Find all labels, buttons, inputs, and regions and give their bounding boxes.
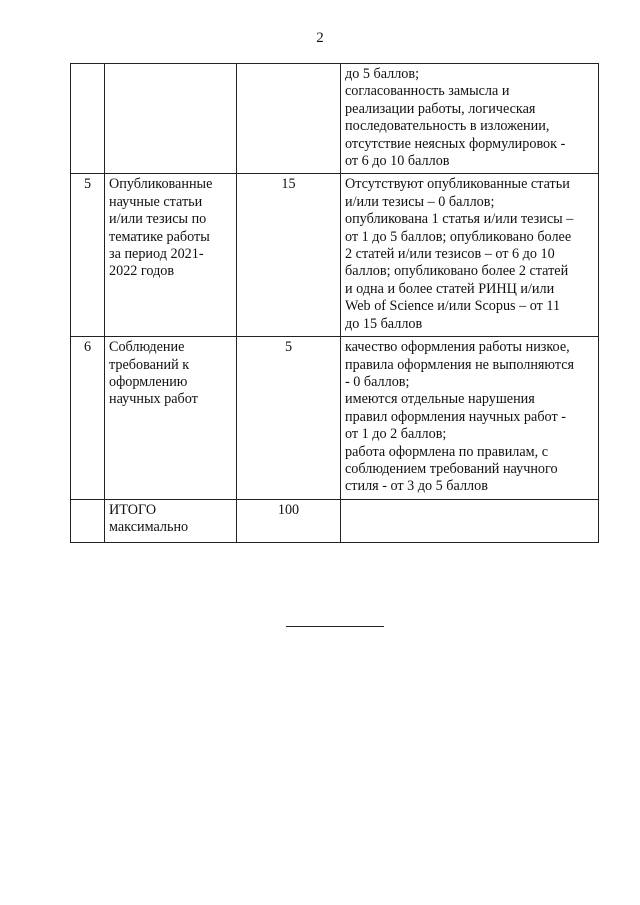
name-line: оформлению <box>109 373 188 390</box>
description-line: и одна и более статей РИНЦ и/или <box>345 280 555 297</box>
name-line: тематике работы <box>109 228 210 245</box>
name-line: 2022 годов <box>109 263 175 280</box>
description-line: стиля - от 3 до 5 баллов <box>345 478 488 495</box>
description-line: от 6 до 10 баллов <box>345 153 450 170</box>
table-row <box>71 64 599 174</box>
description-line: 2 статей и/или тезисов – от 6 до 10 <box>345 246 555 263</box>
description-line: Web of Science и/или Scopus – от 11 <box>345 298 561 315</box>
total-label-line: максимально <box>109 519 189 536</box>
description-line: согласованность замысла и <box>345 83 510 100</box>
total-score: 100 <box>237 499 341 542</box>
criterion-name <box>105 337 237 500</box>
name-line: научные статьи <box>109 193 203 210</box>
criterion-name <box>105 64 237 174</box>
table-row <box>71 174 599 337</box>
criteria-table <box>70 63 599 543</box>
description-line: от 1 до 2 баллов; <box>345 426 447 443</box>
description-line: правила оформления не выполняются <box>345 356 575 373</box>
criterion-description <box>341 64 599 174</box>
description-line: соблюдением требований научного <box>345 460 558 477</box>
name-line: Опубликованные <box>109 176 213 193</box>
description-line: качество оформления работы низкое, <box>345 339 570 356</box>
description-line: отсутствие неясных формулировок - <box>345 135 566 152</box>
name-line: за период 2021- <box>109 246 204 263</box>
name-line: Соблюдение <box>109 339 185 356</box>
name-line: требований к <box>109 356 190 373</box>
description-line: баллов; опубликовано более 2 статей <box>345 263 569 280</box>
table-row-total <box>71 499 599 542</box>
description-line: опубликована 1 статья и/или тезисы – <box>345 211 574 228</box>
description-line: правил оформления научных работ - <box>345 408 566 425</box>
description-line: последовательность в изложении, <box>345 118 550 135</box>
row-number: 6 <box>71 337 105 500</box>
description-line: реализации работы, логическая <box>345 100 536 117</box>
criterion-description <box>341 337 599 500</box>
total-label-line: ИТОГО <box>109 501 157 518</box>
row-number: 5 <box>71 174 105 337</box>
description-line: до 5 баллов; <box>345 66 420 82</box>
description-line: до 15 баллов <box>345 315 423 332</box>
description-line: - 0 баллов; <box>345 373 410 390</box>
footer-divider <box>286 626 384 627</box>
name-line: и/или тезисы по <box>109 211 207 228</box>
criterion-name <box>105 499 237 542</box>
page-number: 2 <box>316 30 324 46</box>
max-score: 15 <box>237 174 341 337</box>
criterion-description <box>341 174 599 337</box>
row-number <box>71 64 105 174</box>
description-line: имеются отдельные нарушения <box>345 391 535 408</box>
description-line: и/или тезисы – 0 баллов; <box>345 193 495 210</box>
max-score: 5 <box>237 337 341 500</box>
max-score <box>237 64 341 174</box>
criterion-name <box>105 174 237 337</box>
criterion-description <box>341 499 599 542</box>
description-line: Отсутствуют опубликованные статьи <box>345 176 570 193</box>
description-line: работа оформлена по правилам, с <box>345 443 549 460</box>
name-line: научных работ <box>109 391 198 408</box>
row-number <box>71 499 105 542</box>
description-line: от 1 до 5 баллов; опубликовано более <box>345 228 572 245</box>
table-row <box>71 337 599 500</box>
